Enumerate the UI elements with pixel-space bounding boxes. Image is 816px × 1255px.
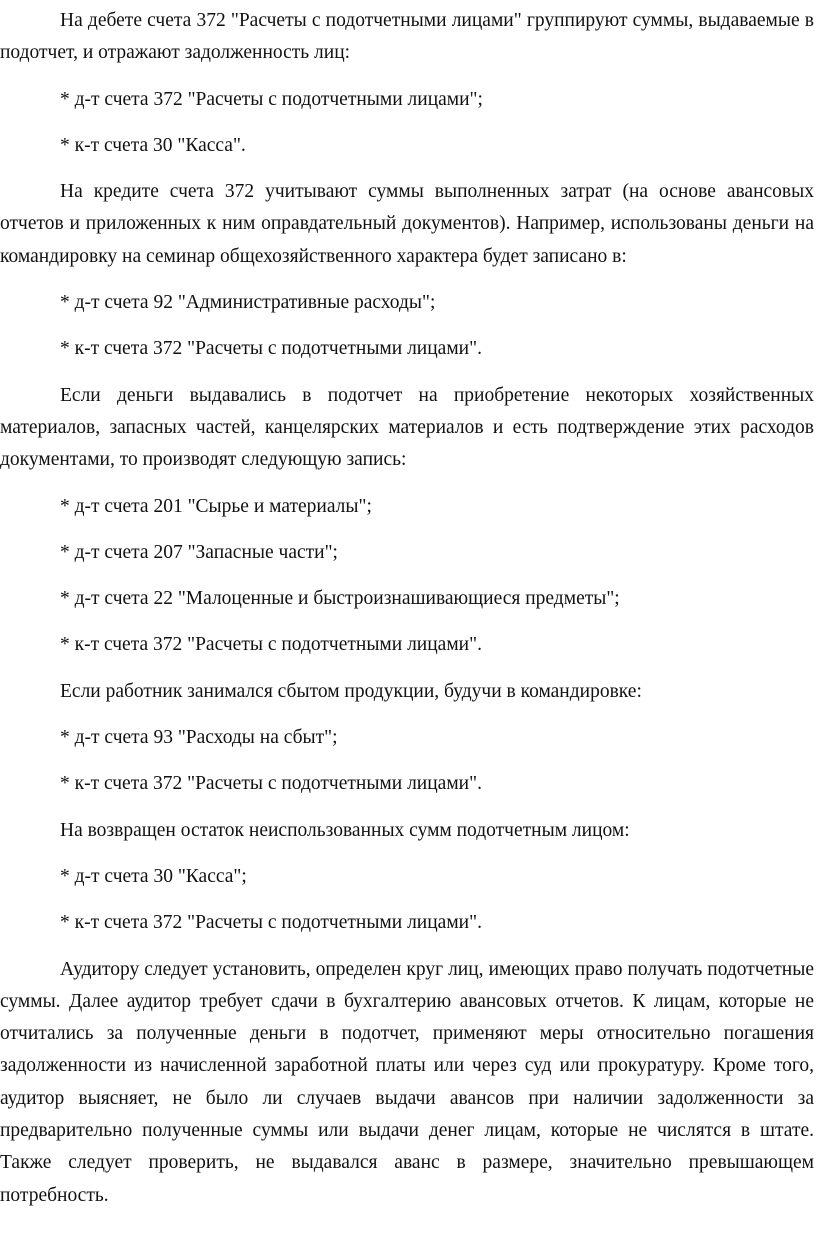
entry-credit-372: * к-т счета 372 "Расчеты с подотчетными лицами". [60, 338, 482, 360]
paragraph-sales: Если работник занимался сбытом продукции, будучи в командировке: [60, 680, 642, 702]
paragraph-materials: Если деньги выдавались в подотчет на приобретение некоторых хозяйственных материалов, запасных частей, канцелярских материалов и есть подтверждение этих расходов документами, то производят следующую запись: [0, 384, 814, 471]
paragraph-return: На возвращен остаток неиспользованных сумм подотчетным лицом: [60, 819, 630, 841]
entry-debit-22: * д-т счета 22 "Малоценные и быстроизнашивающиеся предметы"; [60, 588, 620, 610]
entry-credit-30: * к-т счета 30 "Касса". [60, 134, 246, 156]
entry-credit-372: * к-т счета 372 "Расчеты с подотчетными лицами". [60, 634, 482, 656]
entry-credit-372: * к-т счета 372 "Расчеты с подотчетными лицами". [60, 912, 482, 934]
paragraph-auditor: Аудитору следует установить, определен круг лиц, имеющих право получать подотчетные суммы. Далее аудитор требует сдачи в бухгалтерию авансовых отчетов. К лицам, которые не отчитались за полученные деньги в подотчет, применяют меры относительно погашения задолженности из начисленной заработной платы или через суд или прокуратуру. Кроме того, аудитор выясняет, не было ли случаев выдачи авансов при наличии задолженности за предварительно полученные суммы или выдачи денег лицам, которые не числятся в штате. Также следует проверить, не выдавался аванс в размере, значительно превышающем потребность. [0, 958, 814, 1206]
entry-debit-207: * д-т счета 207 "Запасные части"; [60, 541, 338, 563]
paragraph-debit-372: На дебете счета 372 "Расчеты с подотчетными лицами" группируют суммы, выдаваемые в подотчет, и отражают задолженность лиц: [0, 10, 814, 64]
entry-debit-92: * д-т счета 92 "Административные расходы"; [60, 292, 436, 314]
entry-debit-93: * д-т счета 93 "Расходы на сбыт"; [60, 727, 338, 749]
entry-debit-201: * д-т счета 201 "Сырье и материалы"; [60, 495, 372, 517]
entry-debit-30: * д-т счета 30 "Касса"; [60, 865, 247, 887]
entry-debit-372: * д-т счета 372 "Расчеты с подотчетными лицами"; [60, 88, 483, 110]
paragraph-credit-372: На кредите счета 372 учитывают суммы выполненных затрат (на основе авансовых отчетов и приложенных к ним оправдательный документов). Например, использованы деньги на командировку на семинар общехозяйственного характера будет записано в: [0, 181, 814, 267]
entry-credit-372: * к-т счета 372 "Расчеты с подотчетными лицами". [60, 773, 482, 795]
